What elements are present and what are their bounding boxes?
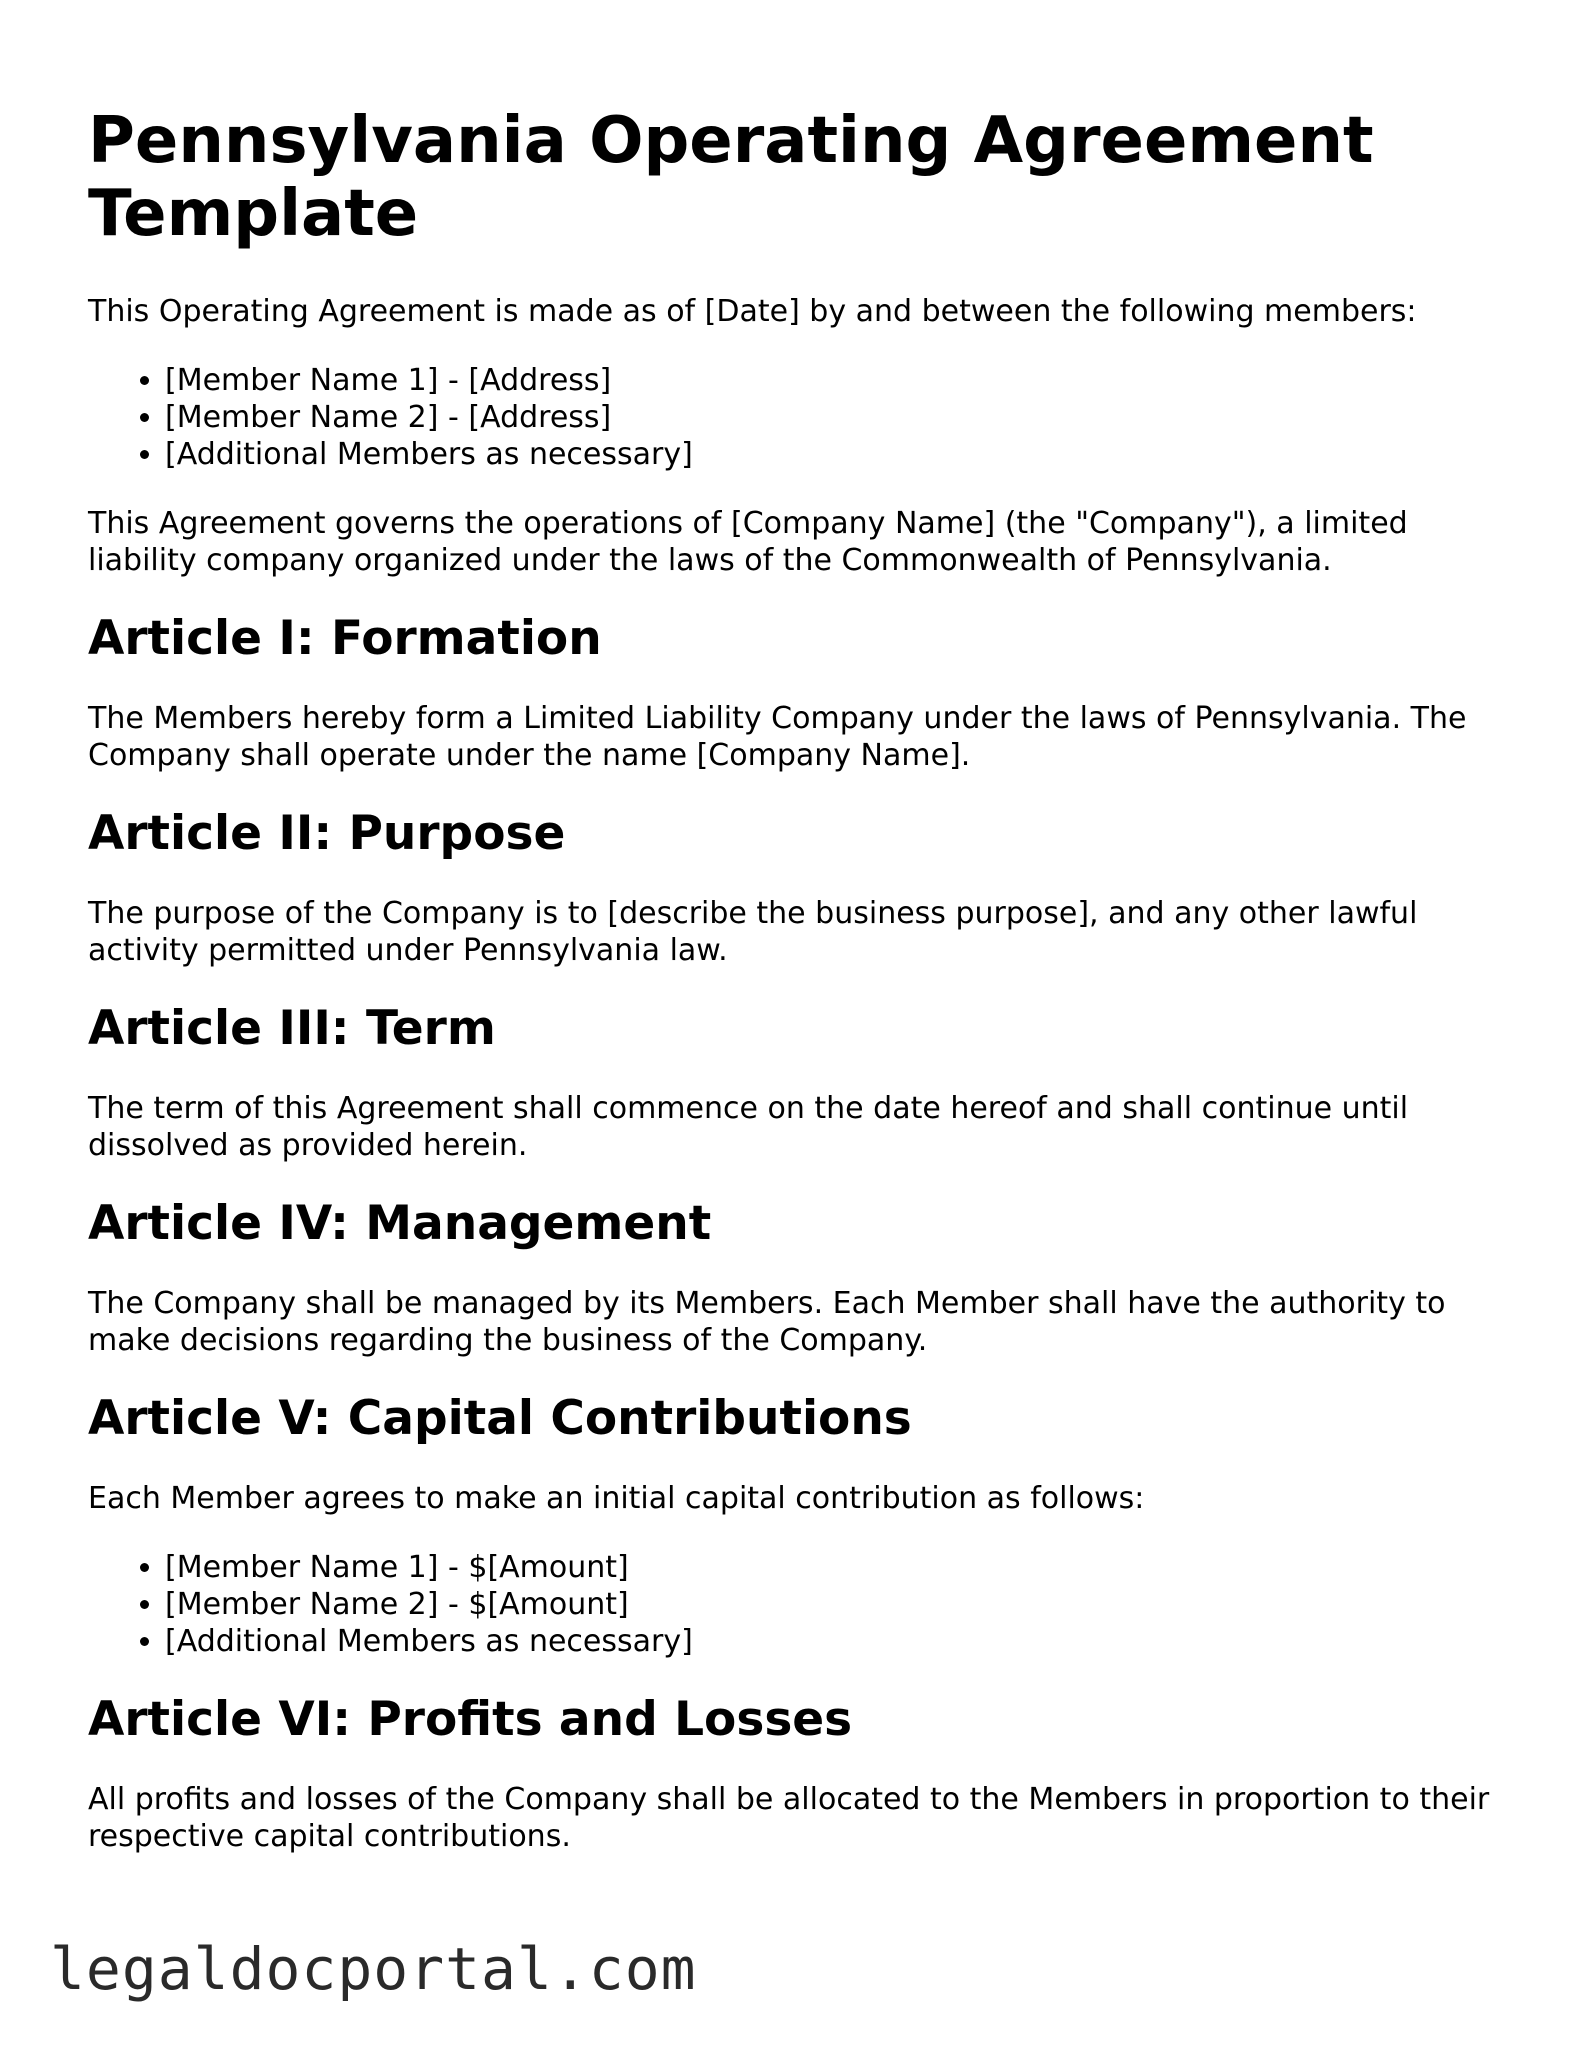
members-list — [88, 362, 1508, 473]
list-item: • [Additional Members as necessary] — [165, 436, 1508, 473]
article-6-heading: Article VI: Profits and Losses — [88, 1692, 853, 1747]
document-title: Pennsylvania Operating Agreement Template — [88, 104, 1374, 251]
governs-paragraph: This Agreement governs the operations of [Company Name] (the "Company"), a limited liability company organized under the laws of the Commonwealth of Pennsylvania. — [88, 506, 1408, 578]
article-2-text: The purpose of the Company is to [describe the business purpose], and any other lawful activity permitted under Pennsylvania law. — [88, 896, 1418, 968]
article-5-heading: Article V: Capital Contributions — [88, 1391, 912, 1446]
intro-paragraph: This Operating Agreement is made as of [Date] by and between the following members: — [88, 294, 1417, 329]
list-item: • [Member Name 1] - $[Amount] — [165, 1549, 1508, 1586]
article-2-heading: Article II: Purpose — [88, 806, 566, 861]
list-item: • [Member Name 1] - [Address] — [165, 362, 1508, 399]
list-item: • [Additional Members as necessary] — [165, 1623, 1508, 1660]
list-item: • [Member Name 2] - $[Amount] — [165, 1586, 1508, 1623]
contributions-list — [88, 1549, 1508, 1660]
article-1-text: The Members hereby form a Limited Liability Company under the laws of Pennsylvania. The Company shall operate under the name [Company Name]. — [88, 701, 1467, 773]
article-3-text: The term of this Agreement shall commence on the date hereof and shall continue until dissolved as provided herein. — [88, 1091, 1409, 1163]
article-5-text: Each Member agrees to make an initial capital contribution as follows: — [88, 1481, 1145, 1516]
watermark: legaldocportal.com — [50, 1935, 697, 2003]
document-page — [88, 105, 1508, 1887]
list-item: • [Member Name 2] - [Address] — [165, 399, 1508, 436]
article-1-heading: Article I: Formation — [88, 611, 602, 666]
article-4-heading: Article IV: Management — [88, 1196, 712, 1251]
article-3-heading: Article III: Term — [88, 1001, 496, 1056]
article-4-text: The Company shall be managed by its Members. Each Member shall have the authority to make decisions regarding the business of the Company. — [88, 1286, 1446, 1358]
article-6-text: All profits and losses of the Company shall be allocated to the Members in proportion to their respective capital contributions. — [88, 1782, 1490, 1854]
